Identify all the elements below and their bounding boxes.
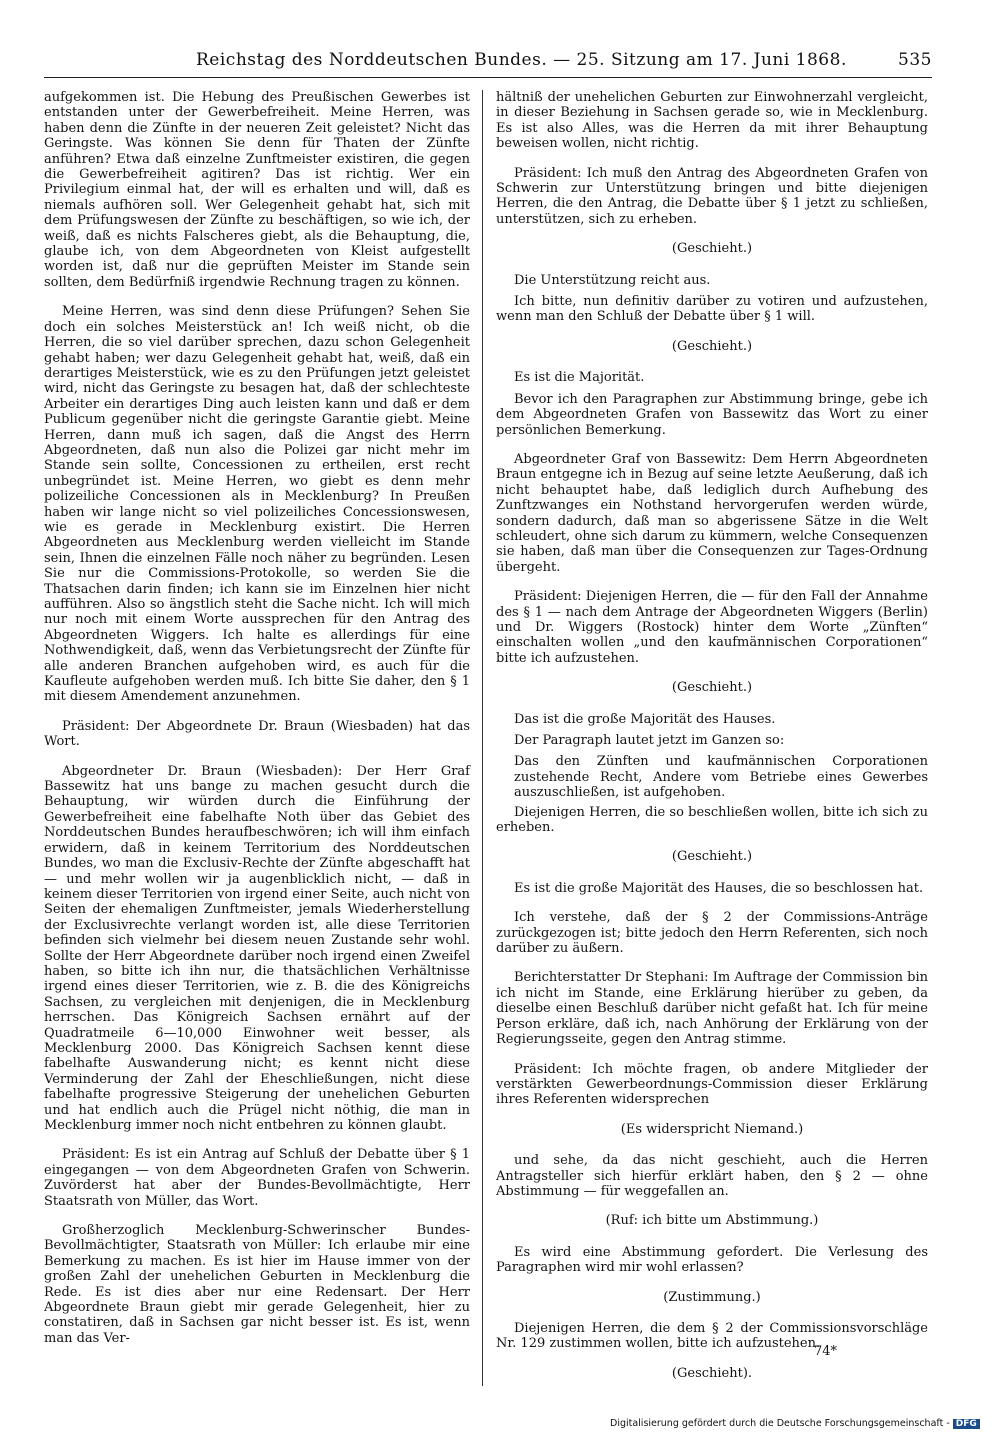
stage-direction: (Geschieht).: [671, 1365, 753, 1381]
paragraph: Es ist die große Majorität des Hauses, die so beschlossen hat.: [514, 880, 924, 896]
stage-direction: (Geschieht.): [671, 338, 753, 354]
paragraph: und sehe, da das nicht geschieht, auch die Herren Antragsteller sich hierfür erklärt haben, den § 2 — ohne Abstimmung — für weggefallen an.: [496, 1153, 928, 1199]
paragraph: Meine Herren, was sind denn diese Prüfungen? Sehen Sie doch ein solches Meisterstück an! Ich weiß nicht, ob die Herren, die so viel darüber sprechen, dazu schon Gelegenheit gehabt haben; wer dazu Gelegenheit gehabt hat, weiß, daß ein derartiges Meisterstück, wie es zu den Prüfungen jetzt geleistet wird, nicht das Geringste zu besagen hat, daß der schlechteste Arbeiter ein derartiges Ding auch leisten kann und daß er dem Publicum gegenüber nicht die geringste Garantie giebt. Meine Herren, dann muß ich sagen, daß die Angst des Herrn Abgeordneten, daß nun also die Polizei gar nicht mehr im Stande sein sollte, Concessionen zu ertheilen, erst recht unbegründet ist. Meine Herren, wo giebt es denn mehr polizeiliche Concessionen als in Mecklenburg? In Preußen haben wir lange nicht so viel polizeiliches Concessionswesen, wie es gerade in Mecklenburg existirt. Die Herren Abgeordneten aus Mecklenburg werden vielleicht im Stande sein, Ihnen die einzelnen Fälle noch näher zu begründen. Lesen Sie nur die Commissions-Protokolle, so werden Sie die Thatsachen darin finden; ich kann sie im Einzelnen hier nicht aufführen. Also so ängstlich steht die Sache nicht. Ich will mich nur noch mit einem Worte aussprechen für den Antrag des Abgeordneten Wiggers. Ich halte es allerdings für eine Nothwendigkeit, daß, wenn das Verbietungsrecht der Zünfte für alle anderen Branchen aufgehoben wird, es auch für die Kaufleute aufgehoben werden muß. Ich bitte Sie daher, den § 1 mit diesem Amendement anzunehmen.: [44, 304, 470, 705]
stage-direction: (Geschieht.): [671, 849, 753, 865]
paragraph: Die Unterstützung reicht aus.: [514, 272, 711, 288]
paragraph: Es wird eine Abstimmung gefordert. Die Verlesung des Paragraphen wird mir wohl erlassen?: [496, 1244, 928, 1276]
paragraph: Großherzoglich Mecklenburg-Schwerinscher Bundes-Bevollmächtigter, Staatsrath von Müller: Ich erlaube mir eine Bemerkung zu machen. Es ist hier im Hause immer von der großen Zahl der unehelichen Geburten in Mecklenburg die Rede. Es ist dies aber nur eine Redensart. Der Herr Abgeordnete Braun giebt mir gerade Gelegenheit, hier zu constatiren, daß in Sachsen gar nicht besser ist. Es ist, wenn man das Ver-: [44, 1223, 470, 1346]
left-column: [44, 90, 470, 1360]
paragraph: Berichterstatter Dr Stephani: Im Auftrage der Commission bin ich nicht im Stande, eine Erklärung hierüber zu geben, da dieselbe einen Beschluß darüber nicht gefaßt hat. Ich für meine Person erkläre, daß ich, nach Anhörung der Erklärung von der Regierungsseite, gegen den Antrag stimme.: [496, 970, 928, 1048]
paragraph: Diejenigen Herren, die dem § 2 der Commissionsvorschläge Nr. 129 zustimmen wollen, bitte ich aufzustehen.: [496, 1320, 928, 1352]
running-title: Reichstag des Norddeutschen Bundes. — 25. Sitzung am 17. Juni 1868.: [196, 50, 847, 70]
stage-direction: (Geschieht.): [671, 680, 753, 696]
paragraph: Diejenigen Herren, die so beschließen wollen, bitte ich sich zu erheben.: [496, 804, 928, 836]
paragraph: Das ist die große Majorität des Hauses.: [514, 711, 776, 727]
paragraph: Es ist die Majorität.: [514, 370, 645, 386]
footer-text: Digitalisierung gefördert durch die Deutsche Forschungsgemeinschaft -: [610, 1418, 950, 1429]
paragraph: Der Paragraph lautet jetzt im Ganzen so:: [514, 733, 785, 748]
stage-direction: (Ruf: ich bitte um Abstimmung.): [605, 1213, 819, 1229]
digitization-footer: [610, 1418, 990, 1429]
right-column: [496, 90, 928, 1397]
paragraph: Abgeordneter Dr. Braun (Wiesbaden): Der Herr Graf Bassewitz hat uns bange zu machen gesucht durch die Behauptung, wir würden durch die Einführung der Gewerbefreiheit eine fabelhafte Noth über das Gebiet des Norddeutschen Bundes heraufbeschwören; ich will ihm einfach erwidern, daß in keinem Territorium des Norddeutschen Bundes, wo man die Exclusiv-Rechte der Zünfte abgeschafft hat — und mehr wollen wir ja augenblicklich nicht, — daß in keinem dieser Territorien von irgend einer Seite, auch nicht von Seiten der ehemaligen Zunftmeister, jemals Wiederherstellung der Exclusivrechte verlangt worden ist, alle diese Territorien befinden sich vielmehr bei diesem neuen Zustande sehr wohl. Sollte der Herr Abgeordnete darüber noch irgend einen Zweifel haben, so bitte ich ihn nur, die thatsächlichen Verhältnisse irgend eines dieser Territorien, wie z. B. die des Königreichs Sachsen, zu vergleichen mit denjenigen, die in Mecklenburg herrschen. Das Königreich Sachsen ernährt auf der Quadratmeile 6—10,000 Einwohner weit besser, als Mecklenburg 2000. Das Königreich Sachsen kennt diese fabelhafte Auswanderung nicht; es kennt nicht diese Verminderung der Zahl der Eheschließungen, nicht diese fabelhafte progressive Steigerung der unehelichen Geburten und hat endlich auch die Prügel nicht nöthig, die man in Mecklenburg immer noch nicht entbehren zu können glaubt.: [44, 763, 470, 1133]
paragraph: Ich bitte, nun definitiv darüber zu votiren und aufzustehen, wenn man den Schluß der Debatte über § 1 will.: [496, 294, 928, 325]
page-number: 535: [898, 50, 932, 70]
signature-mark: 74*: [814, 1344, 838, 1359]
document-page: [28, 42, 932, 1392]
column-divider: [482, 90, 483, 1386]
stage-direction: (Es widerspricht Niemand.): [620, 1121, 804, 1137]
paragraph: Präsident: Diejenigen Herren, die — für den Fall der Annahme des § 1 — nach dem Antrage der Abgeordneten Wiggers (Berlin) und Dr. Wiggers (Rostock) hinter dem Worte „Zünften“ einschalten wollen „und den kaufmännischen Corporationen“ bitte ich aufzustehen.: [496, 589, 928, 666]
dfg-logo: DFG: [953, 1419, 980, 1429]
header-rule: [44, 77, 932, 78]
paragraph: Präsident: Der Abgeordnete Dr. Braun (Wiesbaden) hat das Wort.: [44, 718, 470, 750]
paragraph: Präsident: Ich muß den Antrag des Abgeordneten Grafen von Schwerin zur Unterstützung bringen und bitte diejenigen Herren, die den Antrag, die Debatte über § 1 jetzt zu schließen, unterstützen, sich zu erheben.: [496, 165, 928, 227]
paragraph: Bevor ich den Paragraphen zur Abstimmung bringe, gebe ich dem Abgeordneten Grafen von Bassewitz das Wort zu einer persönlichen Bemerkung.: [496, 391, 928, 438]
paragraph: hältniß der unehelichen Geburten zur Einwohnerzahl vergleicht, in dieser Beziehung in Sachsen gerade so, wie in Mecklenburg. Es ist also Alles, was die Herren da mit ihrer Behauptung beweisen wollen, nicht richtig.: [496, 90, 928, 152]
paragraph: Abgeordneter Graf von Bassewitz: Dem Herrn Abgeordneten Braun entgegne ich in Bezug auf seine letzte Aeußerung, daß ich nicht behauptet habe, daß lediglich durch Aufhebung des Zunftzwanges ein Nothstand hervorgerufen werden würde, sondern dadurch, daß man so abgerissene Sätze in die Welt schleudert, ohne sich darum zu kümmern, welche Consequenzen sie haben, daß man über die Consequenzen zur Tages-Ordnung übergeht.: [496, 451, 928, 575]
paragraph: Präsident: Es ist ein Antrag auf Schluß der Debatte über § 1 eingegangen — von dem Abgeordneten Grafen von Schwerin. Zuvörderst hat aber der Bundes-Bevollmächtigte, Herr Staatsrath von Müller, das Wort.: [44, 1147, 470, 1209]
quoted-paragraph-text: Das den Zünften und kaufmännischen Corporationen zustehende Recht, Andere vom Betriebe eines Gewerbes auszuschließen, ist aufgehoben.: [514, 754, 928, 801]
paragraph: Ich verstehe, daß der § 2 der Commissions-Anträge zurückgezogen ist; bitte jedoch den Herrn Referenten, sich noch darüber zu äußern.: [496, 910, 928, 957]
paragraph: Präsident: Ich möchte fragen, ob andere Mitglieder der verstärkten Gewerbeordnungs-Commission dieser Erklärung ihres Referenten widersprechen: [496, 1061, 928, 1108]
paragraph: aufgekommen ist. Die Hebung des Preußischen Gewerbes ist entstanden unter der Gewerbefreiheit. Meine Herren, was haben denn die Zünfte in der neueren Zeit geleistet? Nicht das Geringste. Was können Sie denn für Thaten der Zünfte anführen? Etwa daß einzelne Zunftmeister existiren, die gegen die Gewerbefreiheit agitiren? Das ist richtig. Wer ein Privilegium einmal hat, der will es erhalten und will, daß es niemals aufhören soll. Wer Gelegenheit gehabt hat, sich mit dem Prüfungswesen der Zünfte zu beschäftigen, so wie ich, der weiß, daß es nichts Falscheres giebt, als die Behauptung, die, glaube ich, von dem Abgeordneten von Kleist aufgestellt worden ist, daß nur die geprüften Meister im Stande sein sollten, dem Bedürfniß irgendwie Rechnung tragen zu können.: [44, 90, 470, 290]
stage-direction: (Geschieht.): [671, 241, 753, 257]
stage-direction: (Zustimmung.): [663, 1289, 761, 1305]
